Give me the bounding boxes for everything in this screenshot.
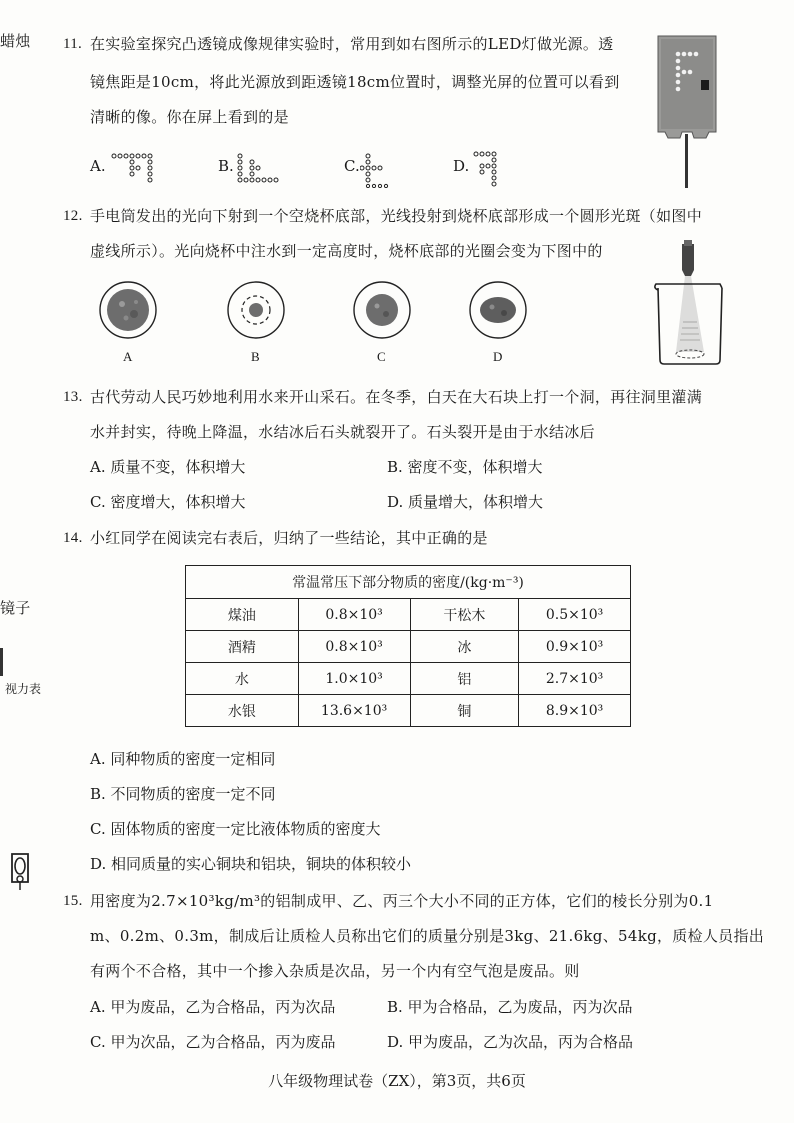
q11-option-a-label: A.: [90, 157, 106, 175]
q15-line-3: 有两个不合格，其中一个掺入杂质是次品，另一个内有空气泡是废品。则: [90, 962, 580, 980]
q12-line-1: 手电筒发出的光向下射到一个空烧杯底部，光线投射到烧杯底部形成一个圆形光斑（如图中: [90, 207, 703, 225]
margin-chart-label: 视力表: [5, 682, 42, 696]
q15-option-d: D. 甲为废品，乙为次品，丙为合格品: [387, 1033, 634, 1051]
table-cell: 水: [186, 663, 299, 695]
q12-option-c-figure: [352, 280, 412, 344]
q15-option-a: A. 甲为废品，乙为合格品，丙为次品: [90, 998, 336, 1016]
q11-option-c-label: C.: [344, 157, 360, 175]
q12-caption-b: B: [251, 349, 260, 364]
margin-bar: [0, 648, 3, 676]
table-cell: 煤油: [186, 599, 299, 631]
table-cell: 铜: [410, 695, 519, 727]
q15-line-2: m、0.2m、0.3m，制成后让质检人员称出它们的质量分别是3kg、21.6kg、54kg，质检人员指出: [90, 927, 765, 945]
q11-led-light-source-figure: [652, 34, 726, 194]
q13-option-c: C. 密度增大，体积增大: [90, 493, 246, 511]
q12-caption-d: D: [493, 349, 503, 364]
table-row: [186, 599, 631, 631]
table-cell: 水银: [186, 695, 299, 727]
table-cell: 13.6×10³: [298, 695, 410, 727]
q11-option-c-led-pattern: [360, 152, 400, 192]
table-cell: 干松木: [410, 599, 519, 631]
margin-lamp-icon: [6, 852, 40, 896]
table-cell: 1.0×10³: [298, 663, 410, 695]
q11-line-1: 在实验室探究凸透镜成像规律实验时，常用到如右图所示的LED灯做光源。透: [90, 35, 614, 53]
table-cell: 8.9×10³: [519, 695, 631, 727]
q14-number: 14.: [63, 530, 83, 546]
table-row: [186, 663, 631, 695]
table-cell: 冰: [410, 631, 519, 663]
table-cell: 0.8×10³: [298, 631, 410, 663]
q12-caption-a: A: [123, 349, 133, 364]
q13-option-d: D. 质量增大，体积增大: [387, 493, 544, 511]
q14-density-table: [185, 565, 631, 727]
q12-caption-c: C: [377, 349, 386, 364]
q14-option-b: B. 不同物质的密度一定不同: [90, 785, 276, 803]
q14-stem: 小红同学在阅读完右表后，归纳了一些结论，其中正确的是: [90, 529, 488, 547]
q11-option-b-label: B.: [218, 157, 234, 175]
q11-line-2: 镜焦距是10cm，将此光源放到距透镜18cm位置时，调整光屏的位置可以看到: [90, 73, 620, 91]
table-cell: 2.7×10³: [519, 663, 631, 695]
q15-line-1: 用密度为2.7×10³kg/m³的铝制成甲、乙、丙三个大小不同的正方体，它们的棱长分别为0.1: [90, 892, 714, 910]
q12-option-d-figure: [468, 280, 528, 344]
q13-line-2: 水并封实，待晚上降温，水结冰后石头就裂开了。石头裂开是由于水结冰后: [90, 423, 595, 441]
q11-option-a-led-pattern: [110, 152, 158, 190]
table-row: [186, 631, 631, 663]
q13-number: 13.: [63, 389, 83, 405]
q11-option-d-led-pattern: [472, 150, 502, 192]
table-cell: 0.8×10³: [298, 599, 410, 631]
margin-candle-label: 蜡烛: [0, 32, 31, 50]
q13-option-a: A. 质量不变，体积增大: [90, 458, 246, 476]
q12-option-a-figure: [98, 280, 158, 344]
q11-option-d-label: D.: [453, 157, 470, 175]
q11-option-b-led-pattern: [236, 152, 284, 190]
table-cell: 0.9×10³: [519, 631, 631, 663]
table-row: [186, 695, 631, 727]
q14-option-a: A. 同种物质的密度一定相同: [90, 750, 276, 768]
q15-number: 15.: [63, 893, 83, 909]
q12-option-b-figure: [226, 280, 286, 344]
q14-option-c: C. 固体物质的密度一定比液体物质的密度大: [90, 820, 381, 838]
margin-mirror-label: 镜子: [0, 599, 31, 617]
q11-number: 11.: [63, 36, 83, 52]
q14-table-title: 常温常压下部分物质的密度/(kg·m⁻³): [186, 566, 631, 599]
table-cell: 0.5×10³: [519, 599, 631, 631]
q11-line-3: 清晰的像。你在屏上看到的是: [90, 108, 289, 126]
q15-option-c: C. 甲为次品，乙为合格品，丙为废品: [90, 1033, 336, 1051]
table-cell: 铝: [410, 663, 519, 695]
table-cell: 酒精: [186, 631, 299, 663]
q12-beaker-flashlight-figure: [650, 240, 730, 372]
q12-line-2: 虚线所示）。光向烧杯中注水到一定高度时，烧杯底部的光圈会变为下图中的: [90, 242, 603, 260]
q14-option-d: D. 相同质量的实心铜块和铝块，铜块的体积较小: [90, 855, 412, 873]
q13-option-b: B. 密度不变，体积增大: [387, 458, 543, 476]
q12-number: 12.: [63, 208, 83, 224]
page-footer: 八年级物理试卷（ZX），第3页，共6页: [268, 1072, 526, 1090]
q13-line-1: 古代劳动人民巧妙地利用水来开山采石。在冬季，白天在大石块上打一个洞，再往洞里灌满: [90, 388, 703, 406]
q15-option-b: B. 甲为合格品，乙为废品，丙为次品: [387, 998, 633, 1016]
